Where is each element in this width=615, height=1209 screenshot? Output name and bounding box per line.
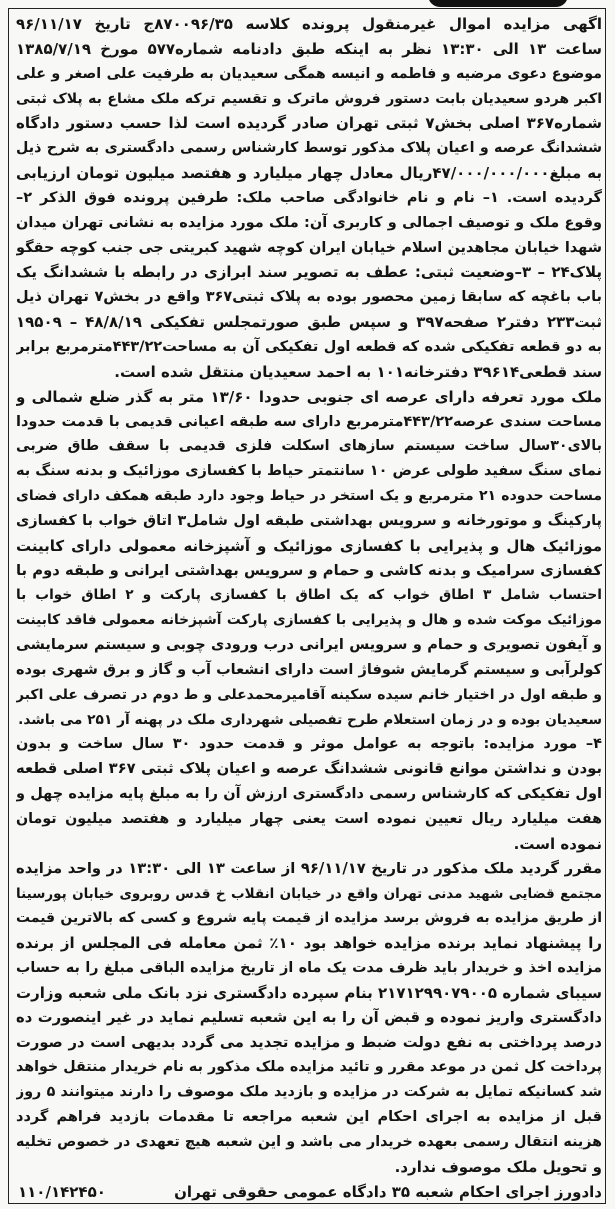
text-line: و تحویل ملک موصوف ندارد. (394, 1157, 602, 1176)
text-line: اگهی مزایده اموال غیرمنقول پرونده کلاسه ۸۷۰۰۹۶/۳۵ج تاریخ ۹۶/۱۱/۱۷ (16, 15, 602, 33)
text-line: مساحت حدوده ۲۱ مترمربع و یک استخر در حیاط وجود دارد طبقه همکف دارای فضای (16, 488, 602, 505)
text-line: درصد پرداختی به نفع دولت ضبط و مزایده تجدید می گردد بدیهی است در صورت (16, 1033, 602, 1051)
text-line: سعیدیان بوده و در زمان استعلام طرح تفصیلی شهرداری ملک در پهنه آر ۲۵۱ می باشد. (18, 711, 602, 728)
text-line: موزائیک هال و پذیرایی با کفسازی موزائیک و آشپزخانه معمولی دارای کابینت (16, 536, 602, 555)
notice-body (16, 12, 602, 1180)
text-line: شماره۳۶۷ اصلی بخش۷ ثبتی تهران صادر گردیده است لذا حسب دستور دادگاه (16, 114, 602, 133)
text-line: را پیشنهاد نماید برنده مزایده خواهد بود ۱۰٪ ثمن معامله فی المجلس از برنده (16, 934, 602, 953)
notice-footer (16, 1180, 602, 1205)
text-line: وقوع ملک و توصیف اجمالی و کاربری آن: ملک مورد مزایده به نشانی تهران میدان (16, 214, 602, 231)
notice-paragraph (16, 732, 602, 856)
text-line: مقرر گردید ملک مذکور در تاریخ ۹۶/۱۱/۱۷ از ساعت ۱۳ الی ۱۳:۳۰ در واحد مزایده (16, 859, 602, 877)
text-line: شهدا خیابان مجاهدین اسلام خیابان ایران کوچه شهید کبریتی جی جنب کوچه حقگو (16, 239, 602, 256)
text-line: بالای۳۰سال ساخت سیستم سازهای اسکلت فلزی قدیمی با سقف طاق ضربی (16, 438, 602, 455)
text-line: مساحت سندی عرصه۴۴۳/۲۲مترمربع دارای سه طبقه اعیانی قدیمی با قدمت حدودا (16, 413, 602, 430)
text-line: کفسازی سرامیک و بدنه کاشی و حمام و سرویس بهداشتی ایرانی و طبقه دوم با (16, 561, 602, 579)
text-line: بودن و نداشتن موانع قانونی ششدانگ عرصه و اعیان پلاک ثبتی ۳۶۷ اصلی قطعه (16, 760, 602, 778)
text-line: به دو قطعه تفکیکی شده که قطعه اول تفکیکی آن به مساحت۴۴۳/۲۲مترمربع برابر (16, 338, 602, 355)
text-line: پرداخت کل ثمن در موعد مقرر و تائید مزایده ملک مذکور به نام خریدار منتقل خواهد (16, 1059, 602, 1076)
footer-reference-code: ۱۱۰/۱۴۲۴۵۰ (18, 1183, 106, 1201)
text-line: سیبای شماره ۲۱۷۱۲۹۹۰۷۹۰۰۵ بنام سپرده دادگستری نزد بانک ملی شعبه وزارت (16, 983, 602, 1002)
text-line: گردیده است. ۱– نام و نام خانوادگی صاحب ملک: طرفین پرونده فوق الذکر ۲– (16, 189, 602, 206)
text-line: نموده است. (513, 834, 602, 853)
text-line: موزائیک موکت شده و هال و پذیرایی با کفسازی پارکت آشپزخانه معمولی فاقد کابینت (16, 612, 602, 629)
text-line: ۴– مورد مزایده: باتوجه به عوامل موثر و قدمت حدود ۳۰ سال ساخت و بدون (16, 736, 602, 753)
text-line: احتساب شامل ۳ اطاق خواب که یک اطاق با کفسازی پارکت و ۲ اطاق خواب با (16, 587, 602, 604)
text-line: دادگستری واریز نموده و قبض آن را به این شعبه تسلیم نماید در غیر اینصورت ده (16, 1008, 602, 1026)
text-line: مجتمع قضایی شهید مدنی تهران واقع در خیابان انقلاب خ قدس روبروی خیابان پورسینا (16, 885, 602, 902)
text-line: پلاک۲۴ – ۳–وضعیت ثبتی: عطف به تصویر سند ابرازی در رابطه با ششدانگ یک (16, 263, 602, 282)
text-line: و طبقه اول در اختیار خانم سیده سکینه آقامیرمحمدعلی و ط دوم در تصرف علی اکبر (16, 686, 602, 703)
text-line: مزایده اخذ و خریدار باید ظرف مدت یک ماه از تاریخ مزایده الباقی مبلغ را به حساب (16, 960, 602, 977)
text-line: شد کسانیکه تمایل به شرکت در مزایده و بازدید ملک موصوف را دارند میتوانند ۵ روز (16, 1084, 602, 1101)
text-line: ثبت۲۳۳ دفتر۲ صفحه۳۹۷ و سپس طبق صورتمجلس تفکیکی ۴۸/۸/۱۹ – ۱۹۵۰۹ (16, 313, 602, 332)
notice-paragraph (16, 857, 602, 1180)
text-line: ساعت ۱۳ الی ۱۳:۳۰ نظر به اینکه طبق دادنامه شماره۵۷۷ مورخ ۱۳۸۵/۷/۱۹ (16, 39, 602, 58)
text-line: هزینه انتقال رسمی بعهده خریدار می باشد و این شعبه هیچ تعهدی در خصوص تخلیه (16, 1133, 602, 1150)
notice-paragraph (16, 385, 602, 733)
text-line: و آیفون تصویری و حمام و سرویس ایرانی درب ورودی چوبی و سیستم سرمایشی (16, 637, 602, 654)
text-line: قبل از مزایده به اجرای احکام این شعبه مراجعه تا مقدمات بازدید فراهم گردد (16, 1109, 602, 1126)
text-line: از طریق مزایده به فروش برسد مزایده از قیمت پایه شروع و کسی که بالاترین قیمت (16, 910, 602, 927)
text-line: ششدانگ عرصه و اعیان پلاک مذکور توسط کارشناس رسمی دادگستری به شرح ذیل (16, 140, 602, 157)
text-line: ملک مورد تعرفه دارای عرصه ای جنوبی حدودا ۱۳/۶۰ متر به گذر ضلع شمالی و (16, 387, 602, 406)
text-line: موضوع دعوی مرضیه و فاطمه و انیسه همگی سعیدیان به طرفیت علی اصغر و علی (16, 65, 602, 82)
text-line: اول تفکیکی که کارشناس رسمی دادگستری ارزش آن را به مبلغ پایه مزایده چهل و (16, 786, 602, 803)
header-banner-fragment (428, 0, 568, 7)
notice-paragraph (16, 12, 602, 385)
footer-signature: دادورز اجرای احکام شعبه ۳۵ دادگاه عمومی حقوقی تهران (174, 1183, 602, 1201)
text-line: هفت میلیارد ریال تعیین نموده است یعنی چهار میلیارد و هفتصد میلیون تومان (16, 811, 602, 827)
text-line: نمای سنگ سفید طولی عرض ۱۰ سانتمتر حیاط با کفسازی موزائیک و بدنه سنگ به (16, 463, 602, 480)
text-line: سند قطعی۳۹۶۱۴ دفترخانه۱۰۱ به احمد سعیدیان منتقل شده است. (114, 362, 602, 381)
text-line: باب باغچه که سابقا زمین محصور بوده به پلاک ثبتی۳۶۷ واقع در بخش۷ تهران ذیل (16, 289, 602, 306)
text-line: کولرآبی و سیستم گرمایش شوفاژ است دارای انشعاب آب و گاز و برق شهری بوده (16, 661, 602, 678)
text-line: اکبر هردو سعیدیان بابت دستور فروش ماترک و تقسیم ترکه ملک مشاع به پلاک ثبتی (16, 90, 602, 107)
text-line: پارکینگ و موتورخانه و سرویس بهداشتی طبقه اول شامل۳ اتاق خواب با کفسازی (16, 512, 602, 529)
text-line: به مبلغ۴۷/۰۰۰/۰۰۰/۰۰۰ریال معادل چهار میلیارد و هفتصد میلیون تومان ارزیابی (16, 164, 602, 183)
